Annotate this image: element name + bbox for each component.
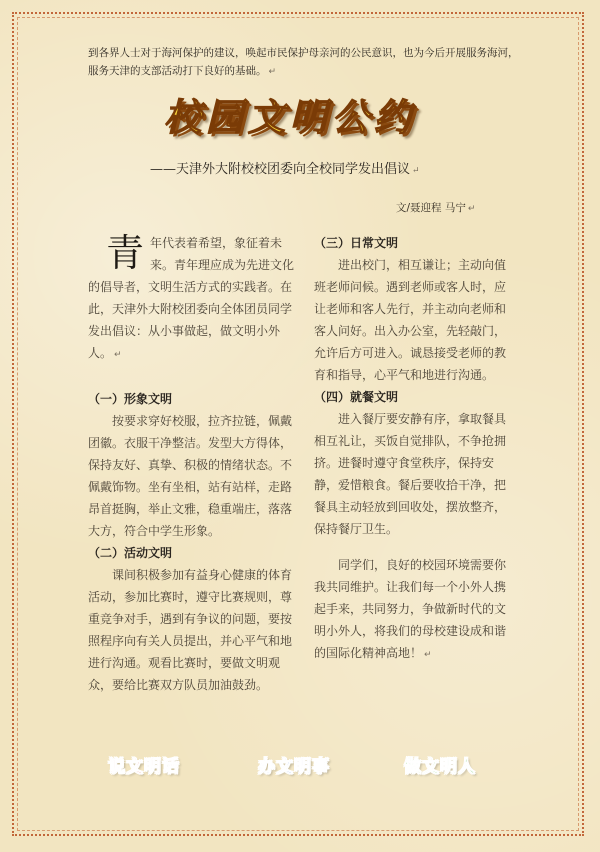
section-heading-text: （三）日常文明 <box>314 236 399 250</box>
section-heading-text: （四）就餐文明 <box>314 390 399 404</box>
slogan-text: 做文明人 <box>404 757 476 777</box>
slogan-act <box>258 752 330 777</box>
page-title: 校园文明公约 <box>164 95 416 139</box>
intro-paragraph <box>88 44 528 81</box>
spacer <box>314 540 516 554</box>
subtitle-text: ——天津外大附校校团委向全校同学发出倡议 <box>150 162 411 177</box>
opening-paragraph <box>88 232 300 366</box>
slogan-be <box>404 752 476 777</box>
section-heading-text: （二）活动文明 <box>88 546 173 560</box>
byline-text: 文/聂迎程 马宁 <box>396 202 466 214</box>
spacer <box>88 366 300 388</box>
paragraph-mark-icon: ↵ <box>412 166 420 176</box>
paragraph-mark-icon: ↵ <box>424 650 432 660</box>
section-heading <box>314 386 516 408</box>
section-heading <box>88 542 300 564</box>
right-column <box>314 232 516 666</box>
section-body: 进出校门，相互谦让；主动向值班老师问候。遇到老师或客人时，应让老师和客人先行，并主动向老师和客人问好。出入办公室，先轻敲门，允许后方可进入。诚恳接受老师的教育和指导，心平气和地进行沟通。 <box>314 258 507 382</box>
section-body: 进入餐厅要安静有序，拿取餐具相互礼让，买饭自觉排队，不争抢拥挤。进餐时遵守食堂秩序，保持安静，爱惜粮食。餐后要收拾干净，把餐具主动轻放到回收处，摆放整齐，保持餐厅卫生。 <box>314 412 507 536</box>
closing-text: 同学们，良好的校园环境需要你我共同维护。让我们每一个小外人携起手来，共同努力，争做新时代的文明小外人，将我们的母校建设成和谐的国际化精神高地！ <box>314 558 507 660</box>
byline <box>396 200 475 215</box>
slogan-text: 说文明话 <box>108 757 180 777</box>
section-heading <box>314 232 516 254</box>
slogan-text: 办文明事 <box>258 757 330 777</box>
closing-paragraph <box>314 554 516 666</box>
section-heading-text: （一）形象文明 <box>88 392 173 406</box>
paragraph-mark-icon: ↵ <box>268 67 277 77</box>
section-body: 课间积极参加有益身心健康的体育活动，参加比赛时，遵守比赛规则，尊重竞争对手，遇到有争议的问题，要按照程序向有关人员提出，并心平气和地进行沟通。观看比赛时，要做文明观众，要给比赛双方队员加油鼓劲。 <box>88 568 293 692</box>
section-body: 按要求穿好校服，拉齐拉链，佩戴团徽。衣服干净整洁。发型大方得体，保持友好、真挚、积极的情绪状态。不佩戴饰物。坐有坐相，站有站样，走路昂首挺胸，举止文雅，稳重端庄，落落大方，符合中学生形象。 <box>88 414 293 538</box>
dropcap: 青 <box>106 231 145 275</box>
opening-text: 年代表着希望，象征着未来。青年理应成为先进文化的倡导者，文明生活方式的实践者。在此，天津外大附校团委向全体团员同学发出倡议：从小事做起，做文明小外人。 <box>88 236 295 360</box>
paragraph-mark-icon: ↵ <box>467 204 476 214</box>
slogan-speak <box>108 752 180 777</box>
intro-text: 到各界人士对于海河保护的建议，唤起市民保护母亲河的公民意识，也为今后开展服务海河，服务天津的支部活动打下良好的基础。 <box>88 47 519 77</box>
left-column <box>88 232 300 696</box>
section-heading <box>88 388 300 410</box>
subtitle <box>150 158 530 177</box>
paragraph-mark-icon: ↵ <box>114 350 122 360</box>
